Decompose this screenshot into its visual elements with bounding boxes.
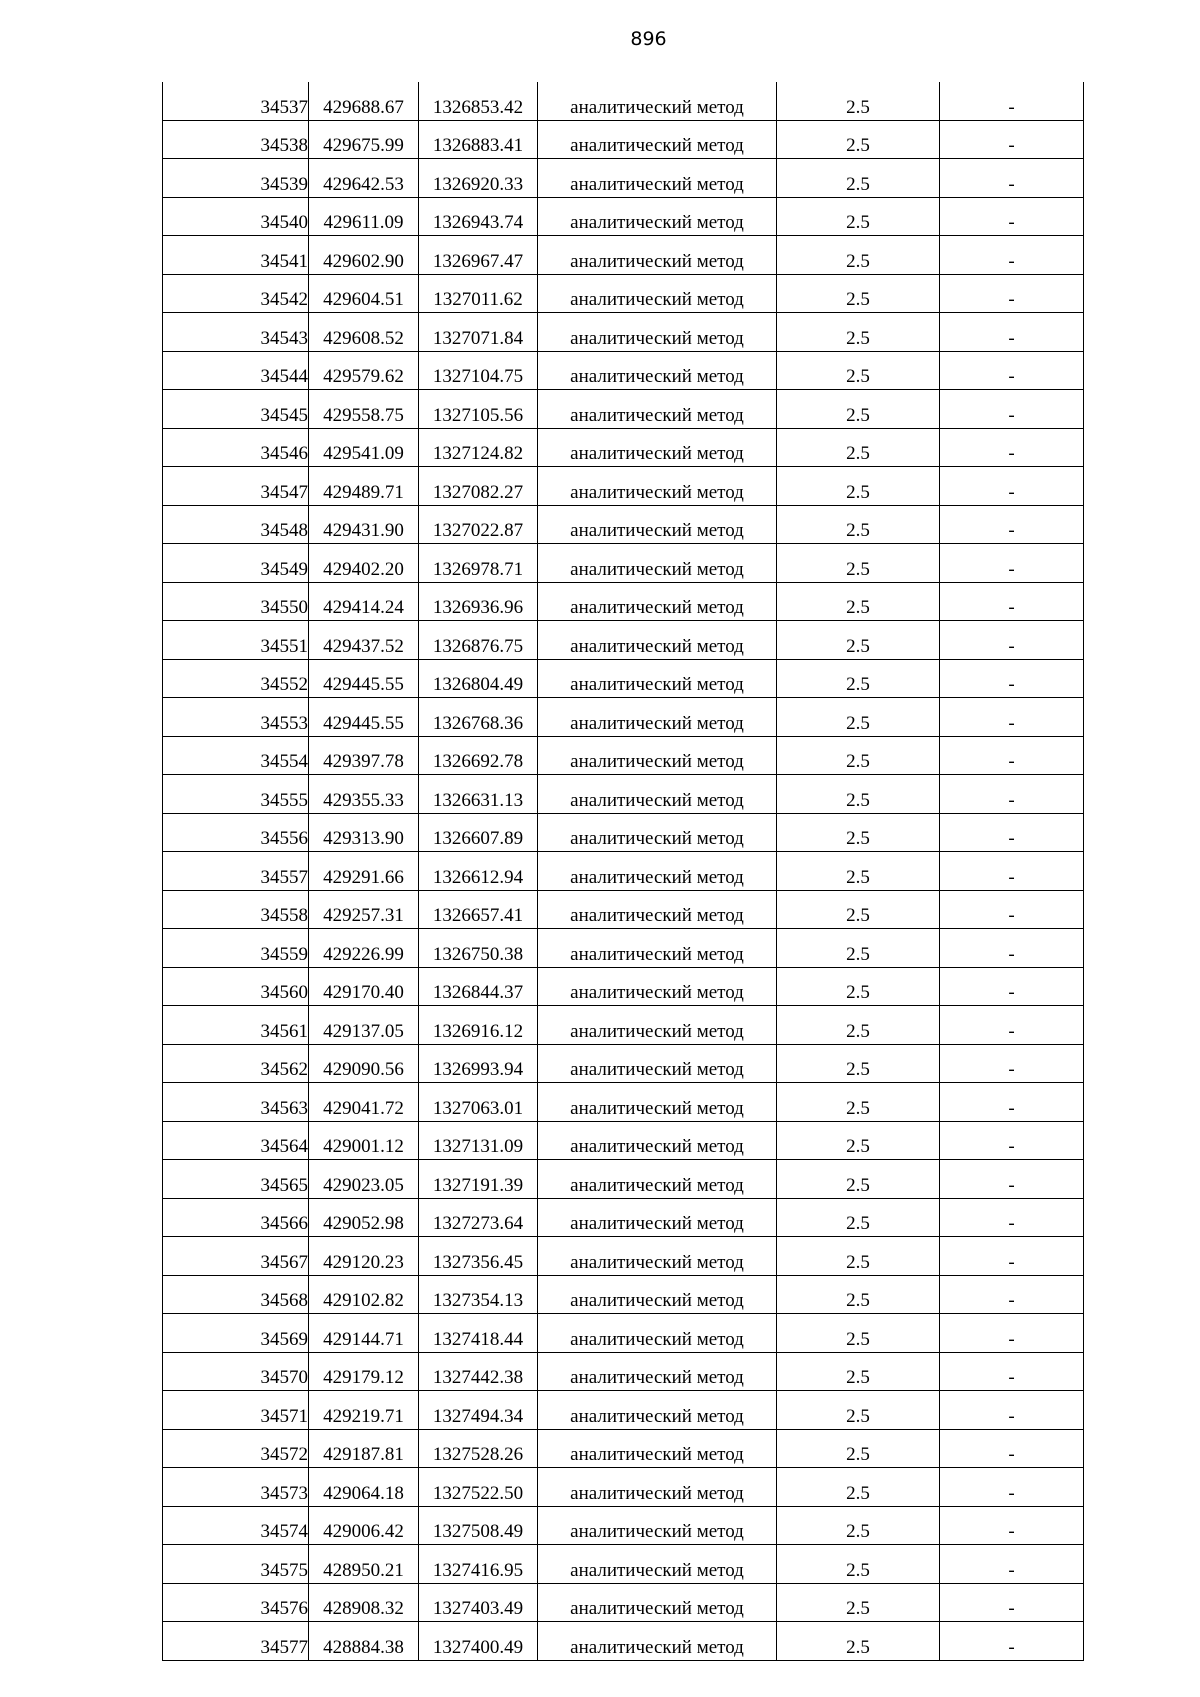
point-number-cell: 34574 xyxy=(163,1506,309,1545)
x-coordinate-cell: 428884.38 xyxy=(309,1622,419,1661)
method-cell: аналитический метод xyxy=(538,890,777,929)
method-cell: аналитический метод xyxy=(538,775,777,814)
y-coordinate-cell: 1326631.13 xyxy=(419,775,538,814)
x-coordinate-cell: 429137.05 xyxy=(309,1006,419,1045)
table-row xyxy=(163,1314,1084,1353)
note-cell: - xyxy=(940,1622,1084,1661)
x-coordinate-cell: 429402.20 xyxy=(309,544,419,583)
note-cell: - xyxy=(940,1006,1084,1045)
x-coordinate-cell: 429558.75 xyxy=(309,390,419,429)
accuracy-cell: 2.5 xyxy=(777,1583,940,1622)
point-number-cell: 34540 xyxy=(163,197,309,236)
note-cell: - xyxy=(940,736,1084,775)
accuracy-cell: 2.5 xyxy=(777,351,940,390)
note-cell: - xyxy=(940,120,1084,159)
x-coordinate-cell: 429355.33 xyxy=(309,775,419,814)
x-coordinate-cell: 429219.71 xyxy=(309,1391,419,1430)
table-row xyxy=(163,852,1084,891)
note-cell: - xyxy=(940,1044,1084,1083)
note-cell: - xyxy=(940,428,1084,467)
note-cell: - xyxy=(940,82,1084,120)
method-cell: аналитический метод xyxy=(538,197,777,236)
y-coordinate-cell: 1326750.38 xyxy=(419,929,538,968)
point-number-cell: 34547 xyxy=(163,467,309,506)
point-number-cell: 34546 xyxy=(163,428,309,467)
method-cell: аналитический метод xyxy=(538,852,777,891)
coordinates-table-body xyxy=(163,82,1084,1660)
y-coordinate-cell: 1326804.49 xyxy=(419,659,538,698)
note-cell: - xyxy=(940,1545,1084,1584)
x-coordinate-cell: 429291.66 xyxy=(309,852,419,891)
method-cell: аналитический метод xyxy=(538,1429,777,1468)
table-row xyxy=(163,967,1084,1006)
accuracy-cell: 2.5 xyxy=(777,1237,940,1276)
accuracy-cell: 2.5 xyxy=(777,1429,940,1468)
x-coordinate-cell: 429445.55 xyxy=(309,659,419,698)
accuracy-cell: 2.5 xyxy=(777,582,940,621)
x-coordinate-cell: 429179.12 xyxy=(309,1352,419,1391)
method-cell: аналитический метод xyxy=(538,82,777,120)
x-coordinate-cell: 429414.24 xyxy=(309,582,419,621)
x-coordinate-cell: 429144.71 xyxy=(309,1314,419,1353)
point-number-cell: 34537 xyxy=(163,82,309,120)
method-cell: аналитический метод xyxy=(538,1506,777,1545)
note-cell: - xyxy=(940,313,1084,352)
x-coordinate-cell: 429642.53 xyxy=(309,159,419,198)
method-cell: аналитический метод xyxy=(538,1160,777,1199)
table-row xyxy=(163,1160,1084,1199)
table-row xyxy=(163,1044,1084,1083)
point-number-cell: 34548 xyxy=(163,505,309,544)
y-coordinate-cell: 1327522.50 xyxy=(419,1468,538,1507)
accuracy-cell: 2.5 xyxy=(777,1083,940,1122)
method-cell: аналитический метод xyxy=(538,582,777,621)
note-cell: - xyxy=(940,236,1084,275)
y-coordinate-cell: 1327442.38 xyxy=(419,1352,538,1391)
accuracy-cell: 2.5 xyxy=(777,1044,940,1083)
y-coordinate-cell: 1327508.49 xyxy=(419,1506,538,1545)
accuracy-cell: 2.5 xyxy=(777,1545,940,1584)
accuracy-cell: 2.5 xyxy=(777,197,940,236)
table-row xyxy=(163,544,1084,583)
y-coordinate-cell: 1327273.64 xyxy=(419,1198,538,1237)
note-cell: - xyxy=(940,505,1084,544)
x-coordinate-cell: 428908.32 xyxy=(309,1583,419,1622)
method-cell: аналитический метод xyxy=(538,659,777,698)
note-cell: - xyxy=(940,1160,1084,1199)
point-number-cell: 34557 xyxy=(163,852,309,891)
point-number-cell: 34569 xyxy=(163,1314,309,1353)
x-coordinate-cell: 429397.78 xyxy=(309,736,419,775)
point-number-cell: 34568 xyxy=(163,1275,309,1314)
accuracy-cell: 2.5 xyxy=(777,1160,940,1199)
y-coordinate-cell: 1326916.12 xyxy=(419,1006,538,1045)
accuracy-cell: 2.5 xyxy=(777,1314,940,1353)
point-number-cell: 34549 xyxy=(163,544,309,583)
table-row xyxy=(163,1237,1084,1276)
coordinates-table xyxy=(162,82,1084,1661)
accuracy-cell: 2.5 xyxy=(777,1006,940,1045)
point-number-cell: 34538 xyxy=(163,120,309,159)
accuracy-cell: 2.5 xyxy=(777,1468,940,1507)
x-coordinate-cell: 429604.51 xyxy=(309,274,419,313)
x-coordinate-cell: 429187.81 xyxy=(309,1429,419,1468)
note-cell: - xyxy=(940,1468,1084,1507)
point-number-cell: 34543 xyxy=(163,313,309,352)
y-coordinate-cell: 1326883.41 xyxy=(419,120,538,159)
note-cell: - xyxy=(940,890,1084,929)
x-coordinate-cell: 428950.21 xyxy=(309,1545,419,1584)
table-row xyxy=(163,82,1084,120)
accuracy-cell: 2.5 xyxy=(777,813,940,852)
y-coordinate-cell: 1327400.49 xyxy=(419,1622,538,1661)
y-coordinate-cell: 1326936.96 xyxy=(419,582,538,621)
accuracy-cell: 2.5 xyxy=(777,467,940,506)
x-coordinate-cell: 429226.99 xyxy=(309,929,419,968)
method-cell: аналитический метод xyxy=(538,1391,777,1430)
table-row xyxy=(163,1275,1084,1314)
note-cell: - xyxy=(940,659,1084,698)
x-coordinate-cell: 429579.62 xyxy=(309,351,419,390)
method-cell: аналитический метод xyxy=(538,1583,777,1622)
y-coordinate-cell: 1326943.74 xyxy=(419,197,538,236)
y-coordinate-cell: 1326768.36 xyxy=(419,698,538,737)
point-number-cell: 34541 xyxy=(163,236,309,275)
x-coordinate-cell: 429064.18 xyxy=(309,1468,419,1507)
accuracy-cell: 2.5 xyxy=(777,1391,940,1430)
table-row xyxy=(163,428,1084,467)
method-cell: аналитический метод xyxy=(538,544,777,583)
table-row xyxy=(163,1198,1084,1237)
y-coordinate-cell: 1327082.27 xyxy=(419,467,538,506)
accuracy-cell: 2.5 xyxy=(777,1622,940,1661)
y-coordinate-cell: 1327071.84 xyxy=(419,313,538,352)
x-coordinate-cell: 429675.99 xyxy=(309,120,419,159)
note-cell: - xyxy=(940,1391,1084,1430)
point-number-cell: 34570 xyxy=(163,1352,309,1391)
y-coordinate-cell: 1327105.56 xyxy=(419,390,538,429)
accuracy-cell: 2.5 xyxy=(777,736,940,775)
table-row xyxy=(163,775,1084,814)
accuracy-cell: 2.5 xyxy=(777,390,940,429)
x-coordinate-cell: 429090.56 xyxy=(309,1044,419,1083)
table-row xyxy=(163,236,1084,275)
x-coordinate-cell: 429313.90 xyxy=(309,813,419,852)
y-coordinate-cell: 1326844.37 xyxy=(419,967,538,1006)
method-cell: аналитический метод xyxy=(538,390,777,429)
point-number-cell: 34575 xyxy=(163,1545,309,1584)
y-coordinate-cell: 1327494.34 xyxy=(419,1391,538,1430)
method-cell: аналитический метод xyxy=(538,1044,777,1083)
accuracy-cell: 2.5 xyxy=(777,852,940,891)
method-cell: аналитический метод xyxy=(538,1198,777,1237)
table-row xyxy=(163,1006,1084,1045)
accuracy-cell: 2.5 xyxy=(777,236,940,275)
y-coordinate-cell: 1327191.39 xyxy=(419,1160,538,1199)
note-cell: - xyxy=(940,467,1084,506)
point-number-cell: 34551 xyxy=(163,621,309,660)
table-row xyxy=(163,274,1084,313)
point-number-cell: 34542 xyxy=(163,274,309,313)
accuracy-cell: 2.5 xyxy=(777,621,940,660)
point-number-cell: 34573 xyxy=(163,1468,309,1507)
accuracy-cell: 2.5 xyxy=(777,1506,940,1545)
note-cell: - xyxy=(940,1083,1084,1122)
accuracy-cell: 2.5 xyxy=(777,82,940,120)
y-coordinate-cell: 1326657.41 xyxy=(419,890,538,929)
note-cell: - xyxy=(940,1429,1084,1468)
x-coordinate-cell: 429688.67 xyxy=(309,82,419,120)
table-row xyxy=(163,1583,1084,1622)
x-coordinate-cell: 429608.52 xyxy=(309,313,419,352)
point-number-cell: 34553 xyxy=(163,698,309,737)
table-row xyxy=(163,929,1084,968)
y-coordinate-cell: 1327063.01 xyxy=(419,1083,538,1122)
table-row xyxy=(163,582,1084,621)
note-cell: - xyxy=(940,390,1084,429)
point-number-cell: 34550 xyxy=(163,582,309,621)
x-coordinate-cell: 429170.40 xyxy=(309,967,419,1006)
accuracy-cell: 2.5 xyxy=(777,929,940,968)
point-number-cell: 34552 xyxy=(163,659,309,698)
point-number-cell: 34571 xyxy=(163,1391,309,1430)
note-cell: - xyxy=(940,1275,1084,1314)
table-row xyxy=(163,1083,1084,1122)
table-row xyxy=(163,505,1084,544)
point-number-cell: 34566 xyxy=(163,1198,309,1237)
note-cell: - xyxy=(940,852,1084,891)
note-cell: - xyxy=(940,1314,1084,1353)
y-coordinate-cell: 1327356.45 xyxy=(419,1237,538,1276)
point-number-cell: 34554 xyxy=(163,736,309,775)
accuracy-cell: 2.5 xyxy=(777,698,940,737)
table-row xyxy=(163,1622,1084,1661)
accuracy-cell: 2.5 xyxy=(777,1352,940,1391)
page-number: 896 xyxy=(630,28,667,50)
note-cell: - xyxy=(940,1121,1084,1160)
method-cell: аналитический метод xyxy=(538,1083,777,1122)
x-coordinate-cell: 429257.31 xyxy=(309,890,419,929)
y-coordinate-cell: 1327418.44 xyxy=(419,1314,538,1353)
x-coordinate-cell: 429041.72 xyxy=(309,1083,419,1122)
y-coordinate-cell: 1326692.78 xyxy=(419,736,538,775)
point-number-cell: 34563 xyxy=(163,1083,309,1122)
accuracy-cell: 2.5 xyxy=(777,775,940,814)
point-number-cell: 34539 xyxy=(163,159,309,198)
table-row xyxy=(163,120,1084,159)
table-row xyxy=(163,197,1084,236)
table-row xyxy=(163,813,1084,852)
note-cell: - xyxy=(940,197,1084,236)
table-row xyxy=(163,159,1084,198)
accuracy-cell: 2.5 xyxy=(777,659,940,698)
y-coordinate-cell: 1327022.87 xyxy=(419,505,538,544)
table-row xyxy=(163,351,1084,390)
method-cell: аналитический метод xyxy=(538,929,777,968)
note-cell: - xyxy=(940,274,1084,313)
note-cell: - xyxy=(940,1506,1084,1545)
table-row xyxy=(163,659,1084,698)
y-coordinate-cell: 1327104.75 xyxy=(419,351,538,390)
method-cell: аналитический метод xyxy=(538,159,777,198)
method-cell: аналитический метод xyxy=(538,1545,777,1584)
table-row xyxy=(163,1352,1084,1391)
table-row xyxy=(163,1391,1084,1430)
method-cell: аналитический метод xyxy=(538,1237,777,1276)
y-coordinate-cell: 1326978.71 xyxy=(419,544,538,583)
x-coordinate-cell: 429001.12 xyxy=(309,1121,419,1160)
y-coordinate-cell: 1327354.13 xyxy=(419,1275,538,1314)
x-coordinate-cell: 429445.55 xyxy=(309,698,419,737)
table-row xyxy=(163,467,1084,506)
point-number-cell: 34545 xyxy=(163,390,309,429)
method-cell: аналитический метод xyxy=(538,505,777,544)
note-cell: - xyxy=(940,967,1084,1006)
note-cell: - xyxy=(940,1583,1084,1622)
x-coordinate-cell: 429431.90 xyxy=(309,505,419,544)
method-cell: аналитический метод xyxy=(538,1468,777,1507)
point-number-cell: 34555 xyxy=(163,775,309,814)
method-cell: аналитический метод xyxy=(538,736,777,775)
note-cell: - xyxy=(940,929,1084,968)
accuracy-cell: 2.5 xyxy=(777,120,940,159)
method-cell: аналитический метод xyxy=(538,1121,777,1160)
table-row xyxy=(163,313,1084,352)
note-cell: - xyxy=(940,1237,1084,1276)
y-coordinate-cell: 1327416.95 xyxy=(419,1545,538,1584)
y-coordinate-cell: 1326876.75 xyxy=(419,621,538,660)
point-number-cell: 34577 xyxy=(163,1622,309,1661)
accuracy-cell: 2.5 xyxy=(777,967,940,1006)
table-row xyxy=(163,390,1084,429)
accuracy-cell: 2.5 xyxy=(777,544,940,583)
method-cell: аналитический метод xyxy=(538,1622,777,1661)
table-row xyxy=(163,1121,1084,1160)
y-coordinate-cell: 1326612.94 xyxy=(419,852,538,891)
table-row xyxy=(163,736,1084,775)
y-coordinate-cell: 1327528.26 xyxy=(419,1429,538,1468)
note-cell: - xyxy=(940,582,1084,621)
method-cell: аналитический метод xyxy=(538,274,777,313)
table-row xyxy=(163,1468,1084,1507)
point-number-cell: 34560 xyxy=(163,967,309,1006)
accuracy-cell: 2.5 xyxy=(777,1198,940,1237)
note-cell: - xyxy=(940,1198,1084,1237)
y-coordinate-cell: 1327011.62 xyxy=(419,274,538,313)
method-cell: аналитический метод xyxy=(538,236,777,275)
x-coordinate-cell: 429102.82 xyxy=(309,1275,419,1314)
method-cell: аналитический метод xyxy=(538,351,777,390)
accuracy-cell: 2.5 xyxy=(777,159,940,198)
point-number-cell: 34558 xyxy=(163,890,309,929)
table-row xyxy=(163,890,1084,929)
point-number-cell: 34559 xyxy=(163,929,309,968)
table-row xyxy=(163,1545,1084,1584)
method-cell: аналитический метод xyxy=(538,1352,777,1391)
method-cell: аналитический метод xyxy=(538,313,777,352)
x-coordinate-cell: 429602.90 xyxy=(309,236,419,275)
method-cell: аналитический метод xyxy=(538,120,777,159)
note-cell: - xyxy=(940,698,1084,737)
accuracy-cell: 2.5 xyxy=(777,505,940,544)
y-coordinate-cell: 1326993.94 xyxy=(419,1044,538,1083)
x-coordinate-cell: 429052.98 xyxy=(309,1198,419,1237)
accuracy-cell: 2.5 xyxy=(777,1121,940,1160)
point-number-cell: 34564 xyxy=(163,1121,309,1160)
x-coordinate-cell: 429006.42 xyxy=(309,1506,419,1545)
accuracy-cell: 2.5 xyxy=(777,313,940,352)
method-cell: аналитический метод xyxy=(538,813,777,852)
x-coordinate-cell: 429611.09 xyxy=(309,197,419,236)
y-coordinate-cell: 1326853.42 xyxy=(419,82,538,120)
point-number-cell: 34562 xyxy=(163,1044,309,1083)
point-number-cell: 34567 xyxy=(163,1237,309,1276)
note-cell: - xyxy=(940,544,1084,583)
table-row xyxy=(163,698,1084,737)
method-cell: аналитический метод xyxy=(538,621,777,660)
x-coordinate-cell: 429437.52 xyxy=(309,621,419,660)
method-cell: аналитический метод xyxy=(538,967,777,1006)
y-coordinate-cell: 1327131.09 xyxy=(419,1121,538,1160)
point-number-cell: 34565 xyxy=(163,1160,309,1199)
method-cell: аналитический метод xyxy=(538,467,777,506)
x-coordinate-cell: 429489.71 xyxy=(309,467,419,506)
note-cell: - xyxy=(940,775,1084,814)
point-number-cell: 34561 xyxy=(163,1006,309,1045)
point-number-cell: 34544 xyxy=(163,351,309,390)
table-row xyxy=(163,621,1084,660)
note-cell: - xyxy=(940,621,1084,660)
table-row xyxy=(163,1506,1084,1545)
method-cell: аналитический метод xyxy=(538,428,777,467)
method-cell: аналитический метод xyxy=(538,1006,777,1045)
accuracy-cell: 2.5 xyxy=(777,428,940,467)
method-cell: аналитический метод xyxy=(538,1314,777,1353)
accuracy-cell: 2.5 xyxy=(777,1275,940,1314)
accuracy-cell: 2.5 xyxy=(777,274,940,313)
x-coordinate-cell: 429541.09 xyxy=(309,428,419,467)
y-coordinate-cell: 1326607.89 xyxy=(419,813,538,852)
x-coordinate-cell: 429023.05 xyxy=(309,1160,419,1199)
y-coordinate-cell: 1326967.47 xyxy=(419,236,538,275)
note-cell: - xyxy=(940,351,1084,390)
x-coordinate-cell: 429120.23 xyxy=(309,1237,419,1276)
y-coordinate-cell: 1327124.82 xyxy=(419,428,538,467)
accuracy-cell: 2.5 xyxy=(777,890,940,929)
point-number-cell: 34576 xyxy=(163,1583,309,1622)
method-cell: аналитический метод xyxy=(538,1275,777,1314)
point-number-cell: 34572 xyxy=(163,1429,309,1468)
note-cell: - xyxy=(940,813,1084,852)
note-cell: - xyxy=(940,159,1084,198)
y-coordinate-cell: 1327403.49 xyxy=(419,1583,538,1622)
y-coordinate-cell: 1326920.33 xyxy=(419,159,538,198)
method-cell: аналитический метод xyxy=(538,698,777,737)
table-row xyxy=(163,1429,1084,1468)
note-cell: - xyxy=(940,1352,1084,1391)
point-number-cell: 34556 xyxy=(163,813,309,852)
